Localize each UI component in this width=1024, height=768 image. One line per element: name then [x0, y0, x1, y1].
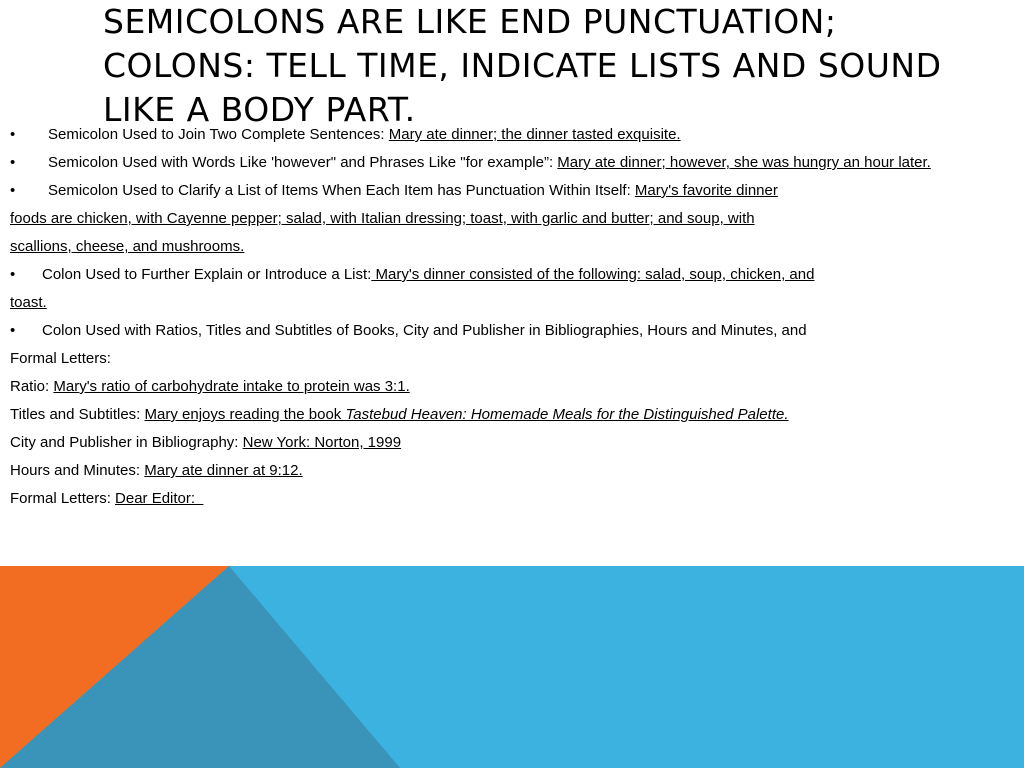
- book-title: Tastebud Heaven: Homemade Meals for the Distinguished Palette.: [345, 406, 789, 423]
- bullet-item-1: [10, 121, 1010, 149]
- bullet-example: toast.: [10, 294, 47, 311]
- example-hours-minutes: [10, 457, 1010, 485]
- bullet-example: Mary's dinner consisted of the following: salad, soup, chicken, and: [371, 266, 815, 283]
- bullet-item-3-continuation: [10, 205, 1010, 233]
- example-label: City and Publisher in Bibliography:: [10, 434, 243, 451]
- bullet-label: Colon Used to Further Explain or Introduce a List:: [42, 266, 372, 283]
- bullet-example: foods are chicken, with Cayenne pepper; salad, with Italian dressing; toast, with garlic and butter; and soup, with: [10, 210, 755, 227]
- example-label: Titles and Subtitles:: [10, 406, 145, 423]
- bullet-item-2: [10, 149, 1010, 177]
- example-titles: [10, 401, 1010, 429]
- bullet-marker: •: [10, 322, 16, 339]
- example-value: Dear Editor:: [115, 490, 204, 507]
- bullet-item-5-continuation: [10, 345, 1010, 373]
- bullet-item-4-continuation: [10, 289, 1010, 317]
- bullet-item-3: [10, 177, 1010, 205]
- title-line-2: COLONS: TELL TIME, INDICATE LISTS AND SOUND: [103, 46, 942, 85]
- decorative-footer: [0, 566, 1024, 768]
- example-value: Mary enjoys reading the book: [144, 406, 346, 423]
- bullet-item-4: [10, 261, 1010, 289]
- bullet-label: Colon Used with Ratios, Titles and Subtitles of Books, City and Publisher in Bibliographies, Hours and Minutes, and: [42, 322, 807, 339]
- bullet-marker: •: [10, 126, 16, 143]
- example-value: Mary ate dinner at 9:12.: [144, 462, 303, 479]
- bullet-item-3-continuation: [10, 233, 1010, 261]
- bullet-label: Semicolon Used to Join Two Complete Sentences:: [48, 126, 389, 143]
- example-value: New York: Norton, 1999: [242, 434, 402, 451]
- example-city-publisher: [10, 429, 1010, 457]
- example-ratio: [10, 373, 1010, 401]
- bullet-marker: •: [10, 266, 16, 283]
- example-label: Hours and Minutes:: [10, 462, 145, 479]
- title-line-3: LIKE A BODY PART.: [103, 90, 416, 129]
- title-line-1: SEMICOLONS ARE LIKE END PUNCTUATION;: [103, 2, 837, 41]
- slide-body: [10, 121, 1010, 513]
- bullet-marker: •: [10, 154, 16, 171]
- example-formal-letters: [10, 485, 1010, 513]
- bullet-label: Semicolon Used to Clarify a List of Items When Each Item has Punctuation Within Itself:: [48, 182, 635, 199]
- example-label: Ratio:: [10, 378, 54, 395]
- bullet-example: Mary's favorite dinner: [634, 182, 778, 199]
- bullet-marker: •: [10, 182, 16, 199]
- bullet-example: Mary ate dinner; the dinner tasted exquisite.: [388, 126, 681, 143]
- slide-title: [103, 0, 983, 132]
- bullet-label: Formal Letters:: [10, 350, 111, 367]
- bullet-example: Mary ate dinner; however, she was hungry an hour later.: [557, 154, 931, 171]
- example-value: Mary's ratio of carbohydrate intake to protein was 3:1.: [53, 378, 410, 395]
- bullet-label: Semicolon Used with Words Like 'however" and Phrases Like "for example”:: [48, 154, 558, 171]
- bullet-example: scallions, cheese, and mushrooms.: [10, 238, 245, 255]
- example-label: Formal Letters:: [10, 490, 116, 507]
- bullet-item-5: [10, 317, 1010, 345]
